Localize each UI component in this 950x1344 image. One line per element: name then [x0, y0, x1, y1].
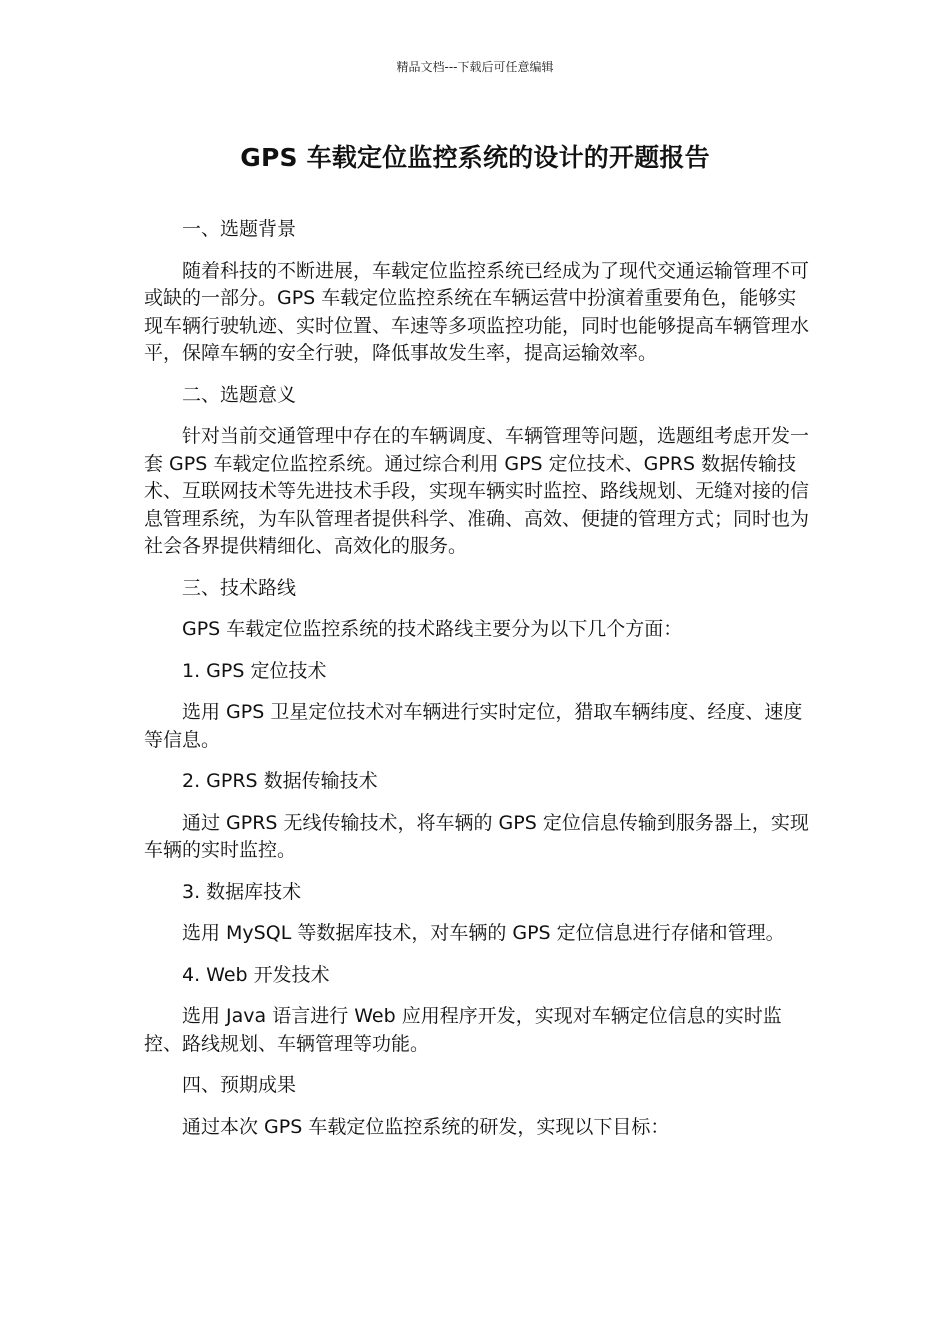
paragraph-gprs: 通过 GPRS 无线传输技术，将车辆的 GPS 定位信息传输到服务器上，实现车辆的实时监控。 [144, 811, 809, 861]
section-heading-expected-results: 四、预期成果 [182, 1074, 297, 1096]
section-heading-background: 一、选题背景 [182, 218, 297, 240]
section-heading-technical-route: 三、技术路线 [182, 576, 297, 599]
subheading-gprs: 2. GPRS 数据传输技术 [182, 770, 378, 792]
section-heading-significance: 二、选题意义 [182, 383, 297, 406]
subheading-database: 3. 数据库技术 [182, 880, 302, 903]
document-body [144, 216, 814, 1155]
paragraph-expected-results: 通过本次 GPS 车载定位监控系统的研发，实现以下目标： [182, 1115, 670, 1138]
subheading-web: 4. Web 开发技术 [182, 963, 330, 986]
paragraph-technical-route-intro: GPS 车载定位监控系统的技术路线主要分为以下几个方面： [182, 618, 683, 640]
header-note: 精品文档---下载后可任意编辑 [396, 60, 554, 74]
document-title: GPS 车载定位监控系统的设计的开题报告 [240, 143, 710, 172]
subheading-gps: 1. GPS 定位技术 [182, 659, 327, 682]
paragraph-web: 选用 Java 语言进行 Web 应用程序开发，实现对车辆定位信息的实时监控、路线规划、车辆管理等功能。 [144, 1005, 782, 1055]
paragraph-gps: 选用 GPS 卫星定位技术对车辆进行实时定位，猎取车辆纬度、经度、速度等信息。 [144, 701, 803, 751]
paragraph-background: 随着科技的不断进展，车载定位监控系统已经成为了现代交通运输管理不可或缺的一部分。GPS 车载定位监控系统在车辆运营中扮演着重要角色，能够实现车辆行驶轨迹、实时位置、车速等多项监控功能，同时也能够提高车辆管理水平，保障车辆的安全行驶，降低事故发生率，提高运输效率。 [144, 259, 810, 364]
paragraph-significance: 针对当前交通管理中存在的车辆调度、车辆管理等问题，选题组考虑开发一套 GPS 车载定位监控系统。通过综合利用 GPS 定位技术、GPRS 数据传输技术、互联网技术等先进技术手段，实现车辆实时监控、路线规划、无缝对接的信息管理系统，为车队管理者提供科学、准确、高效、便捷的管理方式；同时也为社会各界提供精细化、高效化的服务。 [144, 425, 810, 557]
paragraph-database: 选用 MySQL 等数据库技术，对车辆的 GPS 定位信息进行存储和管理。 [182, 922, 785, 944]
